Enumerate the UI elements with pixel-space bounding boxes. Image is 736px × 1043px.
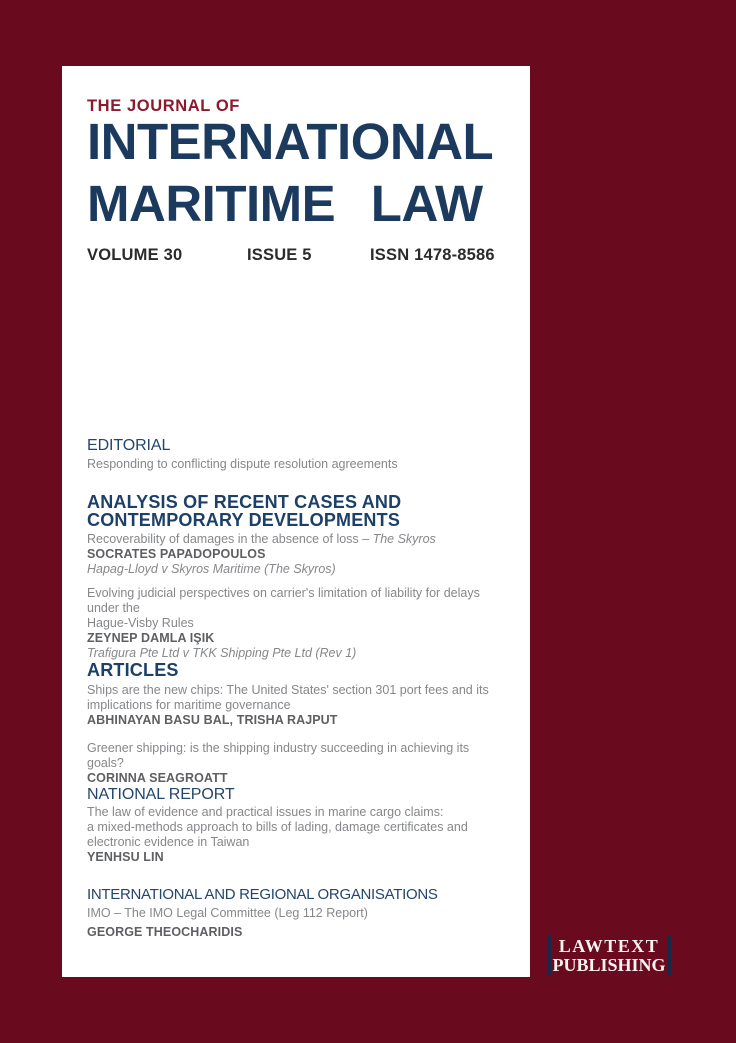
section-editorial xyxy=(87,437,507,472)
article-title: Responding to conflicting dispute resolution agreements xyxy=(87,457,398,471)
logo-right-bar xyxy=(667,936,671,976)
article-title xyxy=(87,532,507,547)
article-title: Ships are the new chips: The United States' section 301 port fees and its xyxy=(87,682,489,697)
article-author: ZEYNEP DAMLA IŞIK xyxy=(87,631,215,645)
section-organisations xyxy=(87,886,507,940)
journal-title-line2: MARITIME LAW xyxy=(87,175,483,232)
article-title: Evolving judicial perspectives on carrier's limitation of liability for delays under the xyxy=(87,586,480,615)
organisations-heading: INTERNATIONAL AND REGIONAL ORGANISATIONS xyxy=(87,886,438,903)
article-title: implications for maritime governance xyxy=(87,697,291,712)
cover-panel xyxy=(62,66,530,977)
article-title: IMO – The IMO Legal Committee (Leg 112 Report) xyxy=(87,906,368,920)
articles-heading: ARTICLES xyxy=(87,660,179,680)
journal-title xyxy=(87,111,493,235)
toc-item xyxy=(87,457,507,472)
section-national-report xyxy=(87,786,507,865)
article-title: Greener shipping: is the shipping industry succeeding in achieving its goals? xyxy=(87,740,470,770)
issue-label: ISSUE 5 xyxy=(247,246,312,264)
issue-info-row xyxy=(87,246,507,266)
article-author: ABHINAYAN BASU BAL, TRISHA RAJPUT xyxy=(87,712,338,727)
publisher-logo-text xyxy=(551,936,667,976)
publisher-logo xyxy=(547,936,671,976)
toc-item xyxy=(87,586,507,661)
publisher-name-line2: PUBLISHING xyxy=(552,955,666,975)
article-case: Hapag-Lloyd v Skyros Maritime (The Skyros) xyxy=(87,562,336,576)
publisher-name-line1: LAWTEXT xyxy=(558,936,660,956)
toc-item xyxy=(87,805,507,865)
article-author: GEORGE THEOCHARIDIS xyxy=(87,925,243,939)
article-author: YENHSU LIN xyxy=(87,850,164,864)
national-report-heading: NATIONAL REPORT xyxy=(87,786,235,803)
issn-label: ISSN 1478-8586 xyxy=(370,246,495,264)
journal-kicker: THE JOURNAL OF xyxy=(87,97,240,115)
analysis-heading-line1: ANALYSIS OF RECENT CASES AND xyxy=(87,492,402,512)
article-author: CORINNA SEAGROATT xyxy=(87,770,228,785)
section-articles xyxy=(87,662,507,786)
article-title: Hague-Visby Rules xyxy=(87,616,194,630)
journal-title-line1: INTERNATIONAL xyxy=(87,113,494,170)
article-title: a mixed-methods approach to bills of lading, damage certificates and xyxy=(87,820,468,834)
analysis-heading-line2: CONTEMPORARY DEVELOPMENTS xyxy=(87,509,401,530)
toc-item xyxy=(87,906,507,940)
toc-item xyxy=(87,741,507,786)
article-title-case: The Skyros xyxy=(372,532,436,546)
article-author: SOCRATES PAPADOPOULOS xyxy=(87,547,266,561)
article-title: electronic evidence in Taiwan xyxy=(87,835,250,849)
article-title-text: Recoverability of damages in the absence of loss – xyxy=(87,532,373,546)
toc-item xyxy=(87,683,507,728)
article-title: The law of evidence and practical issues in marine cargo claims: xyxy=(87,805,444,819)
article-case: Trafigura Pte Ltd v TKK Shipping Pte Ltd (Rev 1) xyxy=(87,646,357,660)
toc-item xyxy=(87,532,507,577)
section-analysis xyxy=(87,494,507,661)
editorial-heading: EDITORIAL xyxy=(87,437,171,454)
volume-label: VOLUME 30 xyxy=(87,246,183,264)
